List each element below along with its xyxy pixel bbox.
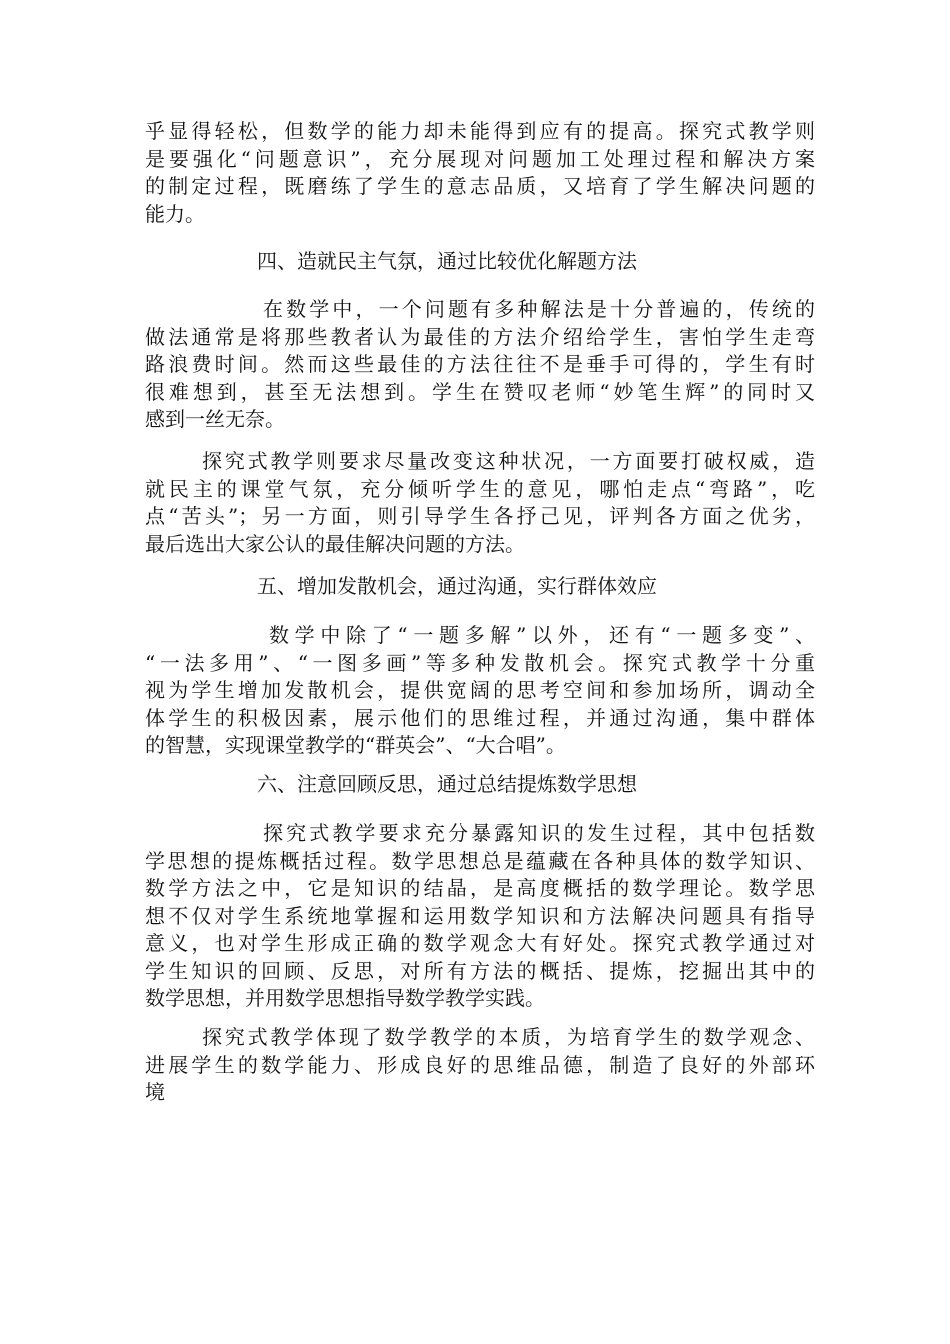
text-line: 探究式教学体现了数学教学的本质，为培育学生的数学观念、	[202, 1025, 815, 1049]
text-line: 路浪费时间。然而这些最佳的方法往往不是垂手可得的，学生有时	[145, 352, 815, 376]
section-heading: 五、增加发散机会，通过沟通，实行群体效应	[257, 574, 657, 598]
text-line: 探究式教学要求充分暴露知识的发生过程，其中包括数	[263, 821, 815, 845]
paragraph	[145, 118, 815, 228]
text-line: 数学方法之中，它是知识的结晶，是高度概括的数学理论。数学思	[145, 876, 815, 900]
text-line: 的智慧，实现课堂教学的“群英会”、“大合唱”。	[145, 733, 566, 757]
text-line: 能力。	[145, 201, 205, 226]
text-line: 意义，也对学生形成正确的数学观念大有好处。探究式教学通过对	[145, 931, 815, 955]
text-line: 的制定过程，既磨练了学生的意志品质，又培育了学生解决问题的	[145, 174, 815, 198]
text-line: 想不仅对学生系统地掌握和运用数学知识和方法解决问题具有指导	[145, 903, 815, 928]
text-line: 学思想的提炼概括过程。数学思想总是蕴藏在各种具体的数学知识、	[145, 848, 815, 873]
text-line: 学生知识的回顾、反思，对所有方法的概括、提炼，挖掘出其中的	[145, 958, 815, 983]
text-line: 感到一丝无奈。	[145, 407, 285, 431]
text-line: 探究式教学则要求尽量改变这种状况，一方面要打破权威，造	[202, 449, 815, 473]
text-line: 体学生的积极因素，展示他们的思维过程，并通过沟通，集中群体	[145, 705, 815, 730]
text-line: 在数学中，一个问题有多种解法是十分普遍的，传统的	[263, 297, 815, 321]
text-line: 境	[145, 1080, 165, 1104]
text-line: 数学思想，并用数学思想指导数学教学实践。	[145, 986, 545, 1010]
text-line: 最后选出大家公认的最佳解决问题的方法。	[145, 531, 525, 556]
text-line: 乎显得轻松，但数学的能力却未能得到应有的提高。探究式教学则	[145, 119, 815, 143]
text-line: 是要强化“问题意识”，充分展现对问题加工处理过程和解决方案	[145, 146, 815, 171]
paragraph	[145, 296, 815, 434]
section-heading: 四、造就民主气氛，通过比较优化解题方法	[257, 249, 637, 273]
text-line: 很难想到，甚至无法想到。学生在赞叹老师“妙笔生辉”的同时又	[145, 379, 815, 404]
text-line: 视为学生增加发散机会，提供宽阔的思考空间和参加场所，调动全	[145, 678, 815, 702]
text-line: 点“苦头”；另一方面，则引导学生各抒己见，评判各方面之优劣，	[145, 504, 815, 528]
text-line: 做法通常是将那些教者认为最佳的方法介绍给学生，害怕学生走弯	[145, 324, 815, 349]
text-line: “一法多用”、“一图多画”等多种发散机会。探究式教学十分重	[145, 650, 815, 675]
paragraph	[145, 1024, 815, 1107]
paragraph	[145, 622, 815, 760]
paragraph	[145, 448, 815, 558]
section-heading: 六、注意回顾反思，通过总结提炼数学思想	[257, 772, 637, 796]
paragraph	[145, 820, 815, 1013]
text-line: 就民主的课堂气氛，充分倾听学生的意见，哪怕走点“弯路”，吃	[145, 476, 815, 501]
text-line: 进展学生的数学能力、形成良好的思维品德，制造了良好的外部环	[145, 1052, 815, 1077]
text-line: 数学中除了“一题多解”以外，还有“一题多变”、	[269, 623, 815, 647]
